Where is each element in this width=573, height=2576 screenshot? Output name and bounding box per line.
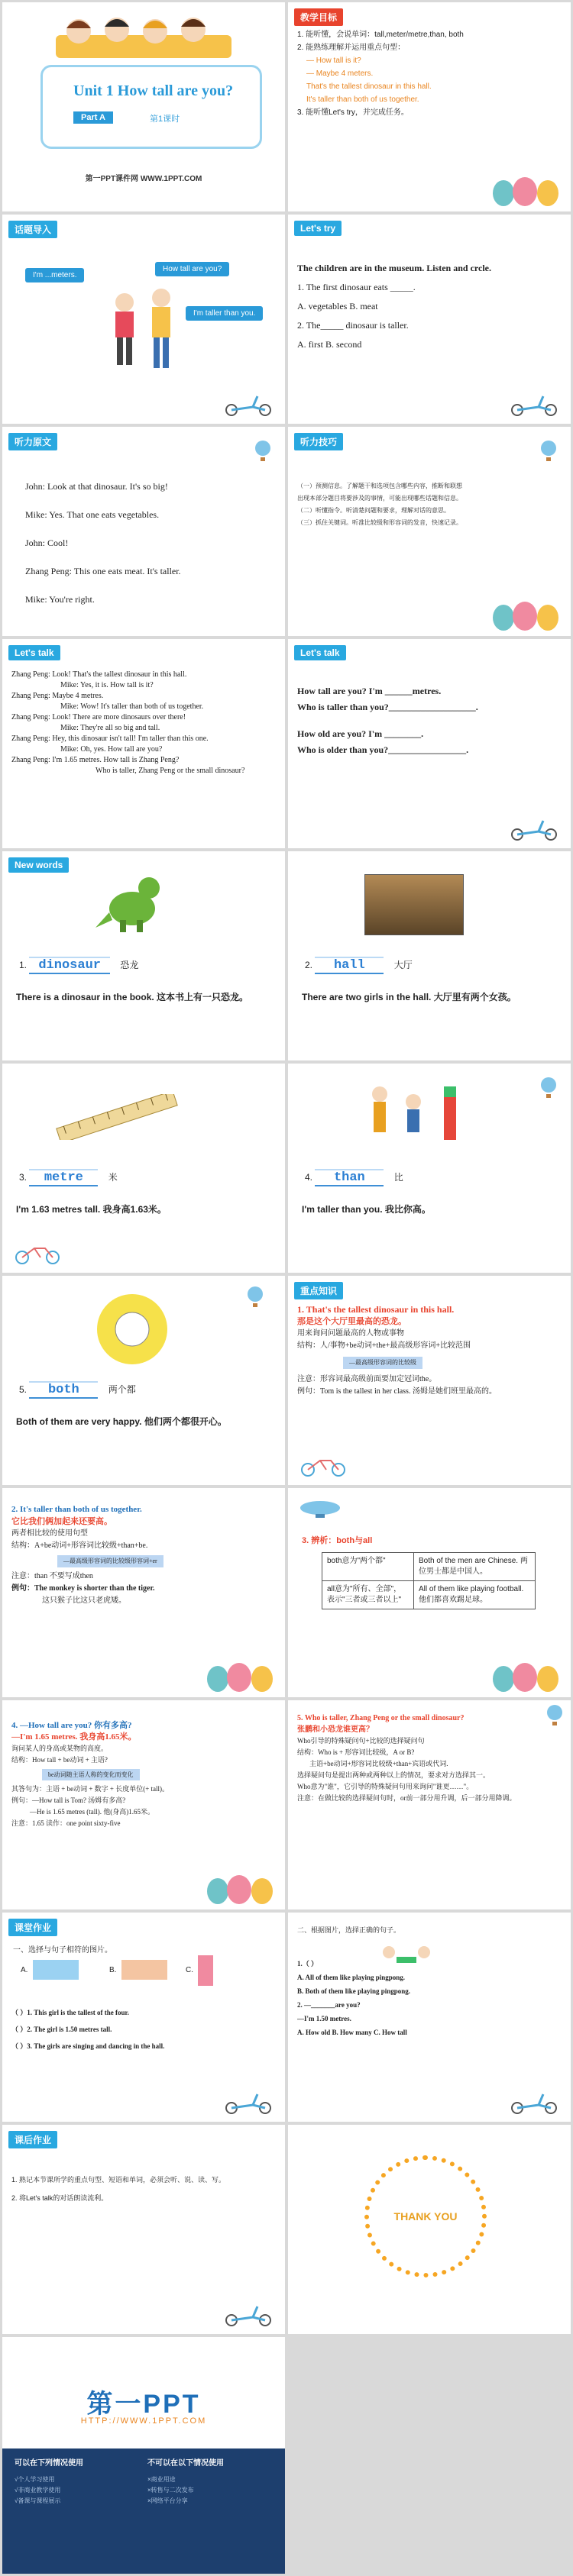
children-illustration [102,287,186,371]
grammar-note-box: be动词随主语人称的变化而变化 [42,1769,140,1780]
speech-bubble: I'm ...meters. [25,268,84,282]
point-line: 结构：A+be动词+形容词比较级+than+be. [11,1541,148,1550]
dialogue-line: Mike: Oh, yes. How tall are you? [60,745,163,754]
slide-objectives [288,2,571,211]
obj-line: — How tall is it? [306,56,361,65]
vocab-word: dinosaur [29,957,110,974]
point-heading-cn: —I'm 1.65 metres. 我身高1.65米。 [11,1732,137,1742]
question: Who is older than you?_________________. [297,744,469,755]
speech-bubble: I'm taller than you. [186,306,263,321]
example-sentence: There is a dinosaur in the book. 这本书上有一只恐龙。 [16,992,249,1002]
obj-line: It's taller than both of us together. [306,95,419,104]
table-cell: All of them like playing football. 他们都喜欢踢足球。 [414,1581,536,1609]
point-line: 注意：形容词最高级前面要加定冠词the。 [297,1375,437,1383]
hot-air-balloon-icon [540,441,557,462]
bicycle-icon [11,1242,65,1265]
forbidden-title: 不可以在以下情况使用 [147,2459,224,2468]
hall-image [364,874,464,935]
slide-lets-try [288,215,571,424]
slide-word-dinosaur [2,851,285,1060]
word-number: 2. [305,960,313,970]
point-line: 两者相比较的使用句型 [11,1529,88,1538]
slide-key-point-1 [288,1276,571,1485]
title-card [40,65,262,149]
word-meaning: 比 [393,1172,403,1183]
word-meaning: 恐龙 [120,960,139,970]
point-line: 注意：than 不要写成then [11,1572,93,1580]
slide-title [2,2,285,211]
dialogue-line: Zhang Peng: Hey, this dinosaur isn't tall! I'm taller than this one. [11,734,209,743]
exercise-item: （ ）3. The girls are singing and dancing in the hall. [11,2042,165,2050]
obj-line: — Maybe 4 meters. [306,69,374,78]
point-line: 用来询问问题最高的人物或事物 [297,1329,404,1338]
point-line: 注意：1.65 读作：one point sixty-five [11,1819,121,1827]
vocab-word: metre [29,1169,98,1186]
scooter-icon [508,393,562,416]
exercise-intro: 二、根据图片，选择正确的句子。 [297,1926,401,1934]
scooter-icon [222,2091,276,2114]
obj-line: 1. 能听懂，会说单词：tall,meter/metre,than, both [297,31,464,39]
slide-word-metre [2,1064,285,1273]
option-b-image [121,1960,167,1980]
homework-line: 1. 熟记本节课所学的重点句型、短语和单词，必须会听、说、读、写。 [11,2176,226,2184]
slide-tag: 课后作业 [8,2131,57,2148]
tip-line: （一）预测信息。了解题干和选项包含哪些内容，推断和联想 [297,483,462,489]
slide-listening-text [2,427,285,636]
exercise-item: —I'm 1.50 metres. [297,2015,351,2022]
grammar-note-box: —最高级形容词的比较级 [343,1357,422,1369]
hot-air-balloon-icon [254,441,271,462]
slide-lets-talk [2,639,285,848]
obj-line: That's the tallest dinosaur in this hall. [306,82,432,91]
thank-you-text: THANK YOU [393,2210,458,2223]
slide-thank-you [288,2125,571,2334]
word-meaning: 两个都 [108,1384,136,1395]
point-heading: 2. It's taller than both of us together. [11,1505,142,1514]
slide-tag: 听力原文 [8,433,57,450]
dialogue-line: Mike: You're right. [25,594,95,605]
matryoshka-dolls-icon [488,1654,565,1693]
option-a-label: A. [21,1966,28,1974]
dialogue-line: Mike: Yes. That one eats vegetables. [25,509,160,520]
bicycle-icon [297,1454,351,1477]
point-heading-cn: 张鹏和小恐龙谁更高？ [297,1725,374,1734]
point-line: 主语+be动词+形容词比较级+than+宾语或代词. [309,1760,448,1767]
example-sentence: Both of them are very happy. 他们两个都很开心。 [16,1416,227,1427]
slide-lets-talk-questions [288,639,571,848]
slide-tag: Let's try [294,221,342,236]
point-line: Who引导的特殊疑问句+比较的选择疑问句 [297,1737,425,1745]
allowed-item: √个人学习使用 [15,2476,55,2483]
table-cell: both意为"两个都" [322,1553,414,1581]
slide-word-both [2,1276,285,1485]
word-meaning: 米 [108,1172,118,1183]
slide-topic [2,215,285,424]
slide-key-point-2 [2,1488,285,1697]
slide-tag: 话题导入 [8,221,57,238]
dinosaur-image [94,867,170,935]
point-heading: 1. That's the tallest dinosaur in this hall. [297,1304,455,1315]
table-cell: Both of the men are Chinese. 两位男士都是中国人。 [414,1553,536,1581]
options: A. vegetables B. meat [297,301,378,312]
brand-logo: 第一PPT [86,2390,201,2419]
word-meaning: 大厅 [393,960,413,970]
hot-air-balloon-icon [247,1286,264,1308]
table-cell: all意为"所有、全部"，表示"三者或三者以上" [322,1581,414,1609]
point-line: 询问某人的身高或某物的高度。 [11,1745,108,1752]
slide-branding [2,2337,285,2574]
point-line: 结构：Who is + 形容词比较级，A or B? [297,1748,415,1756]
scooter-icon [508,818,562,841]
kids-illustration [48,8,239,62]
obj-line: 3. 能听懂Let's try，并完成任务。 [297,108,409,117]
matryoshka-dolls-icon [488,169,565,207]
dialogue-line: Mike: Yes, it is. How tall is it? [60,681,154,689]
dialogue-line: Zhang Peng: Look! There are more dinosaurs over there! [11,713,186,721]
slide-listening-tips [288,427,571,636]
vocab-word: both [29,1381,98,1399]
exercise-option: A. How old B. How many C. How tall [297,2029,407,2036]
point-heading-cn: 它比我们俩加起来还要高。 [11,1517,112,1526]
height-compare-image [364,1079,471,1155]
ruler-image [56,1094,178,1140]
part-label: Part A [73,111,113,124]
slide-tag: 重点知识 [294,1282,343,1299]
slide-exercise-2 [288,1913,571,2122]
slide-word-hall [288,851,571,1060]
point-line: 例句：Tom is the tallest in her class. 汤姆是她们班里最高的。 [297,1387,497,1396]
point-heading-cn: 那是这个大厅里最高的恐龙。 [297,1317,406,1326]
forbidden-item: ×转售与二次发布 [147,2487,194,2494]
allowed-item: √备课与课程展示 [15,2497,61,2504]
option-b-label: B. [109,1966,117,1974]
slide-footer: 第一PPT课件网 WWW.1PPT.COM [85,175,202,183]
dialogue-line: John: Cool! [25,537,69,548]
dialogue-line: Zhang Peng: Maybe 4 metres. [11,692,104,700]
exercise-item: 2. —_______are you? [297,2001,361,2009]
allowed-item: √非商业教学使用 [15,2487,61,2494]
word-number: 5. [19,1384,28,1395]
grammar-note-box: —最高级形容词的比较级形容词+er [57,1555,163,1567]
tip-line: 出现本部分题目将要涉及的事情，可能出现哪些话题和信息。 [297,495,462,502]
both-image [94,1291,170,1367]
point-heading: 4. —How tall are you? 你有多高? [11,1721,132,1730]
question: 1. The first dinosaur eats _____. [297,282,416,292]
dialogue-line: Zhang Peng: Look! That's the tallest dinosaur in this hall. [11,670,187,679]
option-c-image [198,1955,213,1986]
slide-classwork [2,1913,285,2122]
option-c-label: C. [186,1966,193,1974]
instruction: The children are in the museum. Listen and crcle. [297,263,492,273]
point-line: 结构：人/事物+be动词+the+最高级形容词+比较范围 [297,1341,471,1350]
point-line: 这只猴子比这只老虎矮。 [42,1596,126,1605]
speech-bubble: How tall are you? [155,262,229,276]
forbidden-item: ×网络平台分享 [147,2497,188,2504]
vocab-word: than [315,1169,384,1186]
compare-heading: 3. 辨析：both与all [302,1536,373,1545]
point-heading: 5. Who is taller, Zhang Peng or the small dinosaur? [297,1714,465,1722]
point-line: 例句：—How tall is Tom? 汤姆有多高? [11,1796,126,1804]
obj-line: 2. 能熟练理解并运用重点句型： [297,44,406,52]
slide-word-than [288,1064,571,1273]
point-line: 注意：在做比较的选择疑问句时，or前一部分用升调，后一部分用降调。 [297,1794,516,1802]
slide-key-point-5 [288,1700,571,1909]
unit-title: Unit 1 How tall are you? [73,82,234,99]
blimp-icon [299,1500,345,1519]
slide-tag: Let's talk [294,645,346,660]
allowed-title: 可以在下列情况使用 [15,2459,83,2468]
question: 2. The_____ dinosaur is taller. [297,320,409,331]
tip-line: （三）抓住关键词。听准比较级和形容词的发音，快速记录。 [297,519,462,526]
slide-homework [2,2125,285,2334]
slide-tag: Let's talk [8,645,60,660]
slide-key-point-4 [2,1700,285,1909]
question: How old are you? I'm ________. [297,728,424,739]
matryoshka-dolls-icon [202,1867,279,1905]
scooter-icon [222,393,276,416]
slide-tag: 听力技巧 [294,433,343,450]
example-sentence: I'm taller than you. 我比你高。 [302,1204,431,1215]
example-sentence: I'm 1.63 metres tall. 我身高1.63米。 [16,1204,167,1215]
license-panel [2,2448,285,2574]
exercise-intro: 一、选择与句子相符的图片。 [13,1946,112,1955]
word-number: 1. [19,960,28,970]
exercise-option: A. All of them like playing pingpong. [297,1974,406,1981]
dialogue-line: Zhang Peng: This one eats meat. It's taller. [25,566,181,576]
exercise-option: B. Both of them like playing pingpong. [297,1987,411,1995]
matryoshka-dolls-icon [202,1654,279,1693]
compare-table [322,1552,536,1609]
slide-tag: New words [8,857,69,873]
slide-tag: 课堂作业 [8,1919,57,1936]
dialogue-line: Who is taller, Zhang Peng or the small dinosaur? [96,767,245,775]
homework-line: 2. 将Let's talk的对话朗读流利。 [11,2194,108,2202]
point-line: 其答句为：主语 + be动词 + 数字 + 长度单位(+ tall)。 [11,1785,170,1793]
point-line: 选择疑问句是提出两种或两种以上的情况，要求对方选择其一。 [297,1771,490,1779]
brand-url: HTTP://WWW.1PPT.COM [80,2416,207,2426]
word-number: 4. [305,1172,313,1183]
dialogue-line: John: Look at that dinosaur. It's so big! [25,481,168,492]
dialogue-line: Mike: Wow! It's taller than both of us together. [60,702,204,711]
lesson-label: 第1课时 [150,115,180,124]
hot-air-balloon-icon [540,1077,557,1099]
point-line: 例句：The monkey is shorter than the tiger. [11,1584,155,1593]
options: A. first B. second [297,339,362,350]
slide-tag: 教学目标 [294,8,343,26]
exercise-item: （ ）2. The girl is 1.50 metres tall. [11,2026,112,2033]
exercise-item: （ ）1. This girl is the tallest of the four. [11,2009,129,2016]
scooter-icon [222,2303,276,2326]
point-line: —He is 1.65 metres (tall). 他(身高)1.65米。 [30,1808,154,1816]
matryoshka-dolls-icon [488,593,565,631]
tip-line: （二）听懂指令。听清楚问题和要求，理解对话的意思。 [297,507,450,514]
question: Who is taller than you?___________________. [297,702,478,712]
pingpong-image [380,1943,433,1966]
exercise-item: 1.（ ） [297,1960,319,1968]
vocab-word: hall [315,957,384,974]
dialogue-line: Zhang Peng: I'm 1.65 metres. How tall is Zhang Peng? [11,756,180,764]
slide-both-vs-all [288,1488,571,1697]
hot-air-balloon-icon [546,1705,563,1726]
dialogue-line: Mike: They're all so big and tall. [60,724,160,732]
point-line: Who意为"谁"，它引导的特殊疑问句用来询问"谁更……"。 [297,1783,474,1790]
question: How tall are you? I'm ______metres. [297,686,442,696]
scooter-icon [508,2091,562,2114]
point-line: 结构：How tall + be动词 + 主语? [11,1756,108,1764]
forbidden-item: ×商业用途 [147,2476,176,2483]
word-number: 3. [19,1172,28,1183]
option-a-image [33,1960,79,1980]
example-sentence: There are two girls in the hall. 大厅里有两个女孩。 [302,992,516,1002]
